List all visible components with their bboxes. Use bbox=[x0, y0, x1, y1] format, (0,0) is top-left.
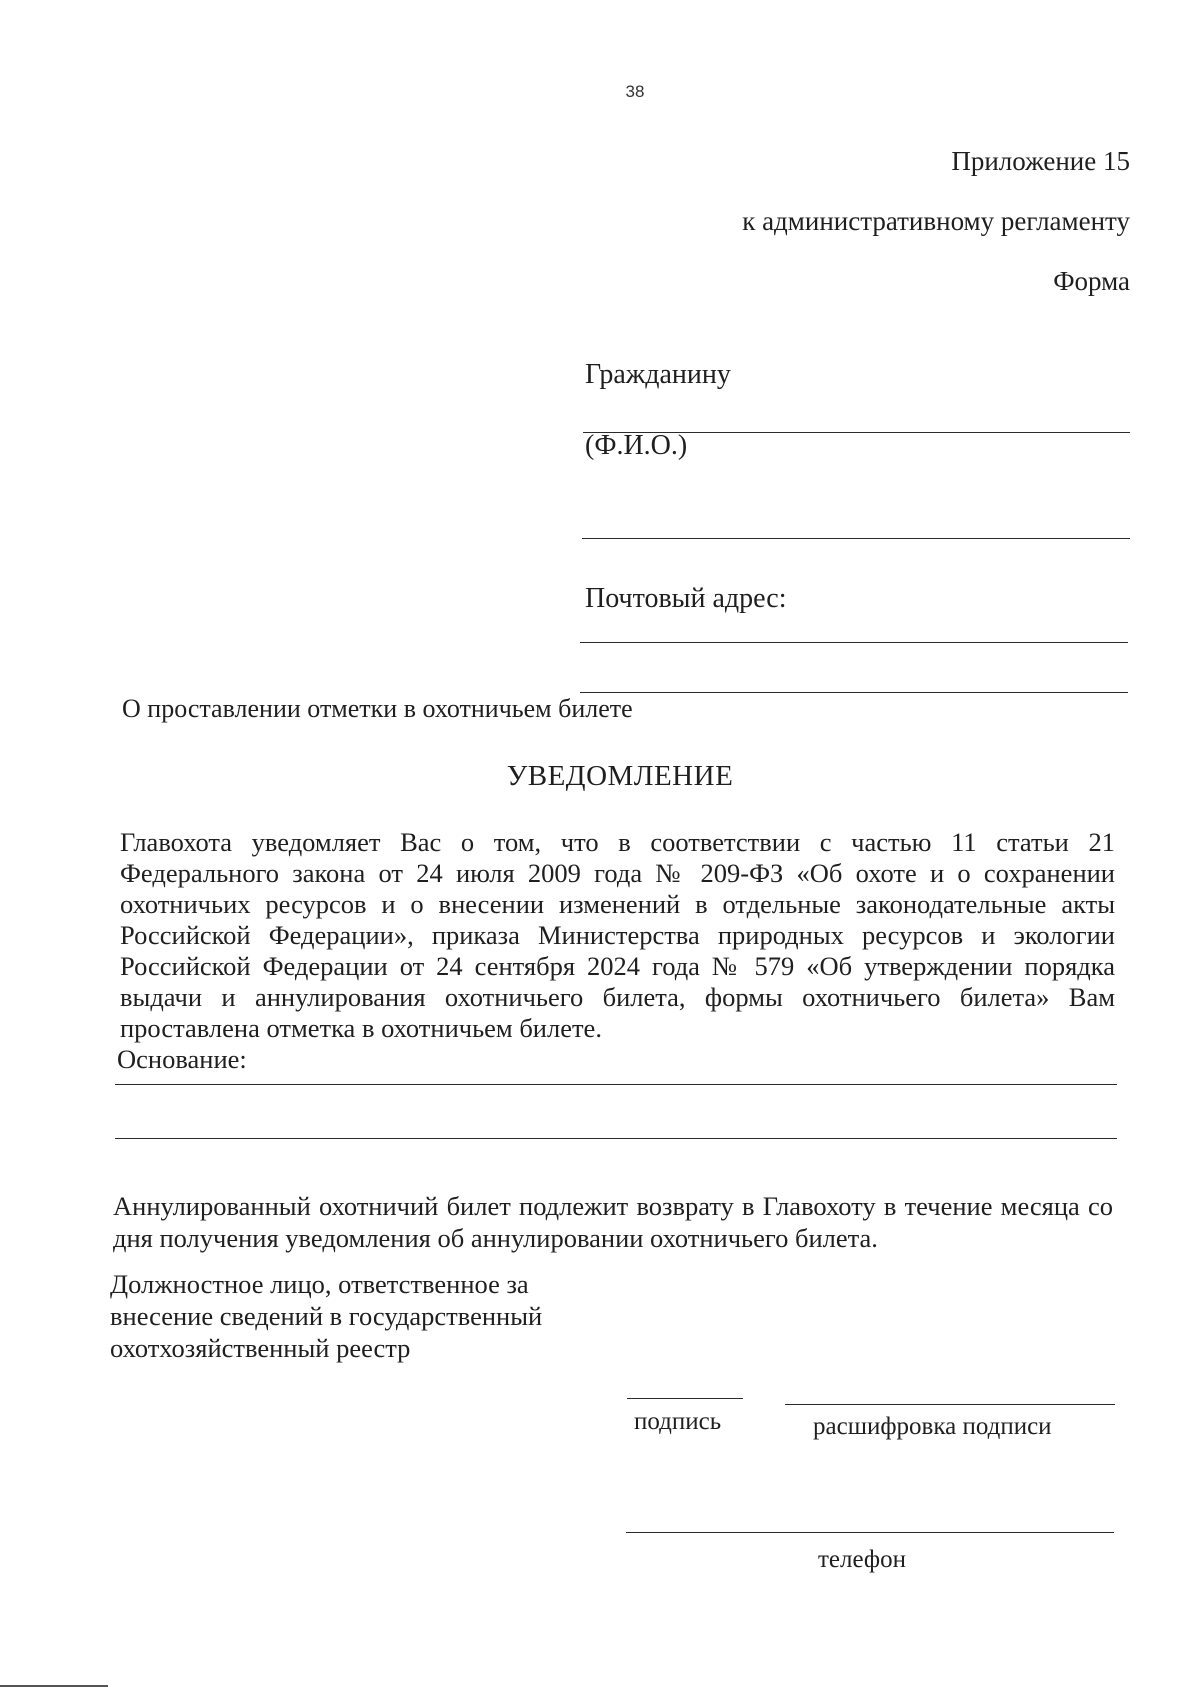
annulment-note: Аннулированный охотничий билет подлежит возврату в Главохоту в течение месяца со дня получения уведомления об аннулировании охотничьего билета. bbox=[113, 1191, 1113, 1253]
page-number: 38 bbox=[625, 82, 645, 101]
appendix-label: Приложение 15 bbox=[951, 146, 1130, 176]
basis-line-2 bbox=[115, 1138, 1117, 1139]
scan-edge-mark bbox=[0, 1685, 108, 1687]
form-label: Форма bbox=[1053, 266, 1130, 296]
basis-label: Основание: bbox=[117, 1044, 247, 1074]
postal-address-label: Почтовый адрес: bbox=[585, 583, 787, 614]
official-position: Должностное лицо, ответственное за внесение сведений в государственный охотхозяйственный реестр bbox=[110, 1269, 543, 1363]
decoding-caption: расшифровка подписи bbox=[813, 1413, 1052, 1440]
decoding-line bbox=[785, 1404, 1115, 1405]
addressee-label: Гражданину bbox=[585, 359, 731, 390]
phone-line bbox=[626, 1532, 1114, 1533]
postal-address-line-2 bbox=[580, 692, 1128, 693]
fio-second-line bbox=[582, 538, 1130, 539]
phone-caption: телефон bbox=[818, 1546, 906, 1573]
notice-title: УВЕДОМЛЕНИЕ bbox=[506, 760, 734, 792]
subject-line: О проставлении отметки в охотничьем билете bbox=[122, 694, 633, 723]
notice-body: Главохота уведомляет Вас о том, что в соответствии с частью 11 статьи 21 Федерального закона от 24 июля 2009 года № 209-ФЗ «Об охоте и о сохранении охотничьих ресурсов и о внесении изменений в отдельные законодательные акты Российской Федерации», приказа Министерства природных ресурсов и экологии Российской Федерации от 24 сентября 2024 года № 579 «Об утверждении порядка выдачи и аннулирования охотничьего билета, формы охотничьего билета» Вам проставлена отметка в охотничьем билете. bbox=[120, 827, 1115, 1043]
postal-address-line bbox=[580, 642, 1128, 643]
fio-caption: (Ф.И.О.) bbox=[585, 430, 688, 461]
regulation-label: к административному регламенту bbox=[742, 206, 1130, 236]
basis-line bbox=[115, 1084, 1117, 1085]
signature-caption: подпись bbox=[634, 1408, 722, 1435]
signature-line bbox=[627, 1398, 743, 1399]
